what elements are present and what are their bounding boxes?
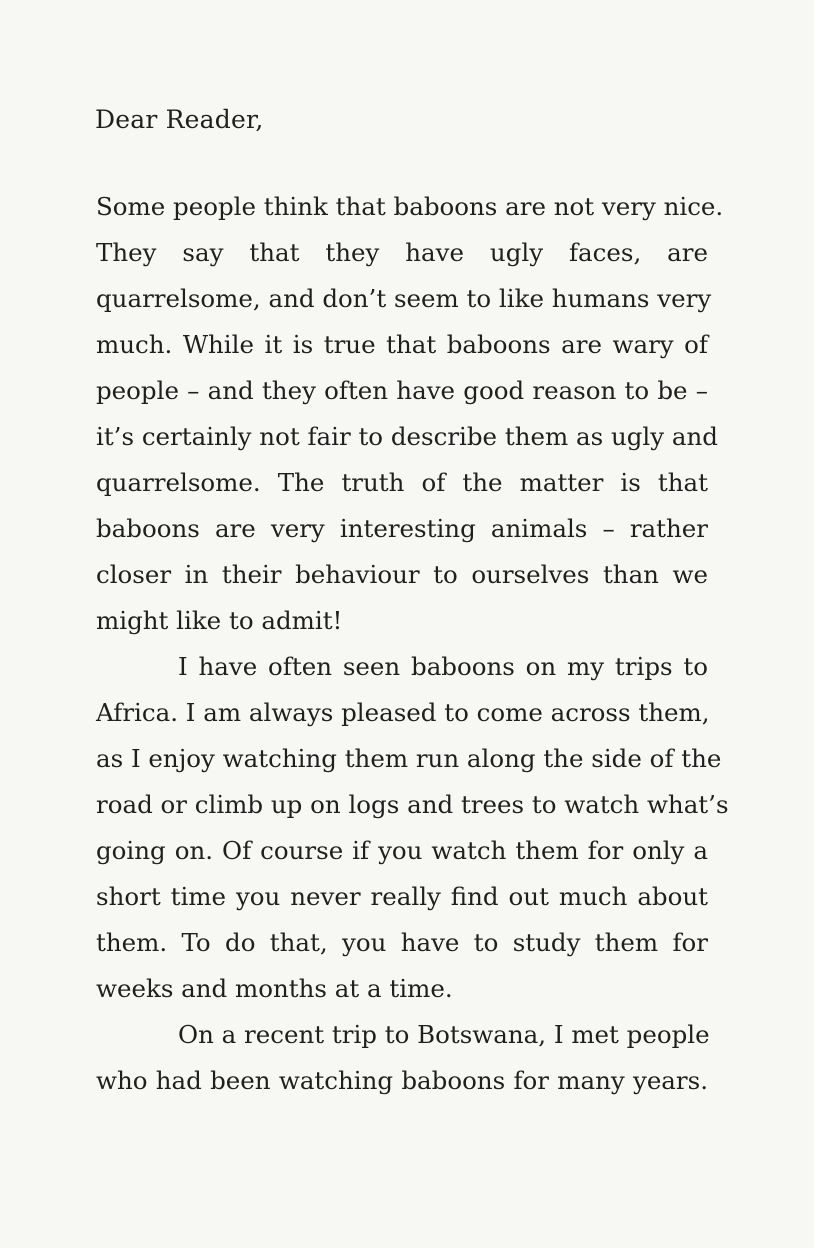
text-line: quarrelsome. The truth of the matter is that: [96, 468, 708, 497]
text-line: On a recent trip to Botswana, I met people: [178, 1020, 710, 1049]
text-line: They say that they have ugly faces, are: [96, 238, 708, 267]
text-line: Some people think that baboons are not very nice.: [96, 192, 724, 221]
text-line: baboons are very interesting animals – rather: [96, 514, 708, 543]
letter-body: [96, 184, 729, 1104]
text-line: as I enjoy watching them run along the side of the: [96, 744, 722, 773]
text-line: weeks and months at a time.: [96, 974, 453, 1003]
text-line: quarrelsome, and don’t seem to like humans very: [96, 284, 712, 313]
text-line: might like to admit!: [96, 606, 343, 635]
text-line: them. To do that, you have to study them for: [96, 928, 708, 957]
text-line: short time you never really find out much about: [96, 882, 708, 911]
text-line: it’s certainly not fair to describe them as ugly and: [96, 422, 718, 451]
text-line: much. While it is true that baboons are wary of: [96, 330, 708, 359]
text-line: people – and they often have good reason to be –: [96, 376, 708, 405]
text-line: road or climb up on logs and trees to watch what’s: [96, 790, 729, 819]
text-line: closer in their behaviour to ourselves than we: [96, 560, 708, 589]
text-line: going on. Of course if you watch them for only a: [96, 836, 708, 865]
text-line: who had been watching baboons for many years.: [96, 1066, 708, 1095]
text-line: I have often seen baboons on my trips to: [178, 652, 708, 681]
text-line: Africa. I am always pleased to come across them,: [96, 698, 710, 727]
salutation: Dear Reader,: [95, 105, 264, 134]
